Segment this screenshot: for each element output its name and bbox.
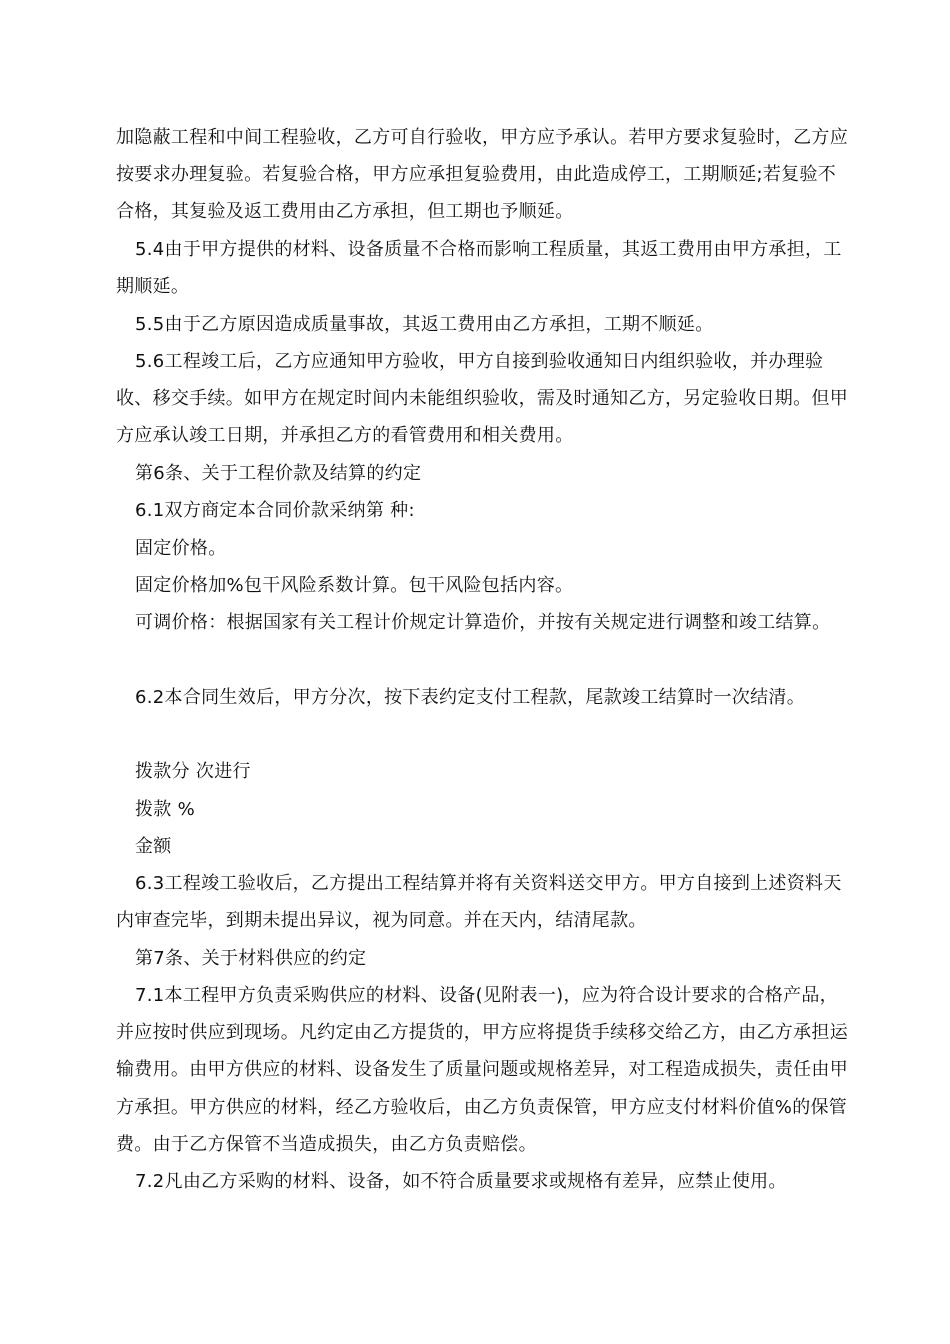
clause-5-6: 5.6工程竣工后，乙方应通知甲方验收，甲方自接到验收通知日内组织验收，并办理验收、移交手续。如甲方在规定时间内未能组织验收，需及时通知乙方，另定验收日期。但甲方应承认竣工日期，并承担乙方的看管费用和相关费用。	[116, 351, 848, 447]
paragraph-continuation: 加隐蔽工程和中间工程验收，乙方可自行验收，甲方应予承认。若甲方要求复验时，乙方应按要求办理复验。若复验合格，甲方应承担复验费用，由此造成停工，工期顺延;若复验不合格，其复验及返工费用由乙方承担，但工期也予顺延。	[116, 127, 848, 223]
clause-6-3: 6.3工程竣工验收后，乙方提出工程结算并将有关资料送交甲方。甲方自接到上述资料天内审查完毕，到期未提出异议，视为同意。并在天内，结清尾款。	[116, 873, 842, 932]
clause-6-1: 6.1双方商定本合同价款采纳第 种:	[135, 500, 415, 521]
clause-7-1: 7.1本工程甲方负责采购供应的材料、设备(见附表一)，应为符合设计要求的合格产品，并应按时供应到现场。凡约定由乙方提货的，甲方应将提货手续移交给乙方，由乙方承担运输费用。由甲方供应的材料、设备发生了质量问题或规格差异，对工程造成损失，责任由甲方承担。甲方供应的材料，经乙方验收后，由乙方负责保管，甲方应支付材料价值%的保管费。由于乙方保管不当造成损失，由乙方负责赔偿。	[116, 985, 848, 1155]
article-6-heading: 第6条、关于工程价款及结算的约定	[135, 463, 422, 484]
adjustable-price-option: 可调价格：根据国家有关工程计价规定计算造价，并按有关规定进行调整和竣工结算。	[135, 612, 831, 633]
clause-6-2: 6.2本合同生效后，甲方分次，按下表约定支付工程款，尾款竣工结算时一次结清。	[135, 687, 806, 708]
payment-amount: 金额	[135, 836, 172, 857]
clause-5-5: 5.5由于乙方原因造成质量事故，其返工费用由乙方承担，工期不顺延。	[135, 314, 714, 335]
clause-5-4: 5.4由于甲方提供的材料、设备质量不合格而影响工程质量，其返工费用由甲方承担，工期顺延。	[116, 239, 842, 298]
fixed-price-risk-option: 固定价格加%包干风险系数计算。包干风险包括内容。	[135, 575, 574, 596]
fixed-price-option: 固定价格。	[135, 538, 227, 559]
payment-percent: 拨款 %	[135, 799, 196, 820]
article-7-heading: 第7条、关于材料供应的约定	[135, 948, 367, 969]
clause-7-2: 7.2凡由乙方采购的材料、设备，如不符合质量要求或规格有差异，应禁止使用。	[135, 1171, 787, 1192]
payment-installments: 拨款分 次进行	[135, 761, 251, 782]
